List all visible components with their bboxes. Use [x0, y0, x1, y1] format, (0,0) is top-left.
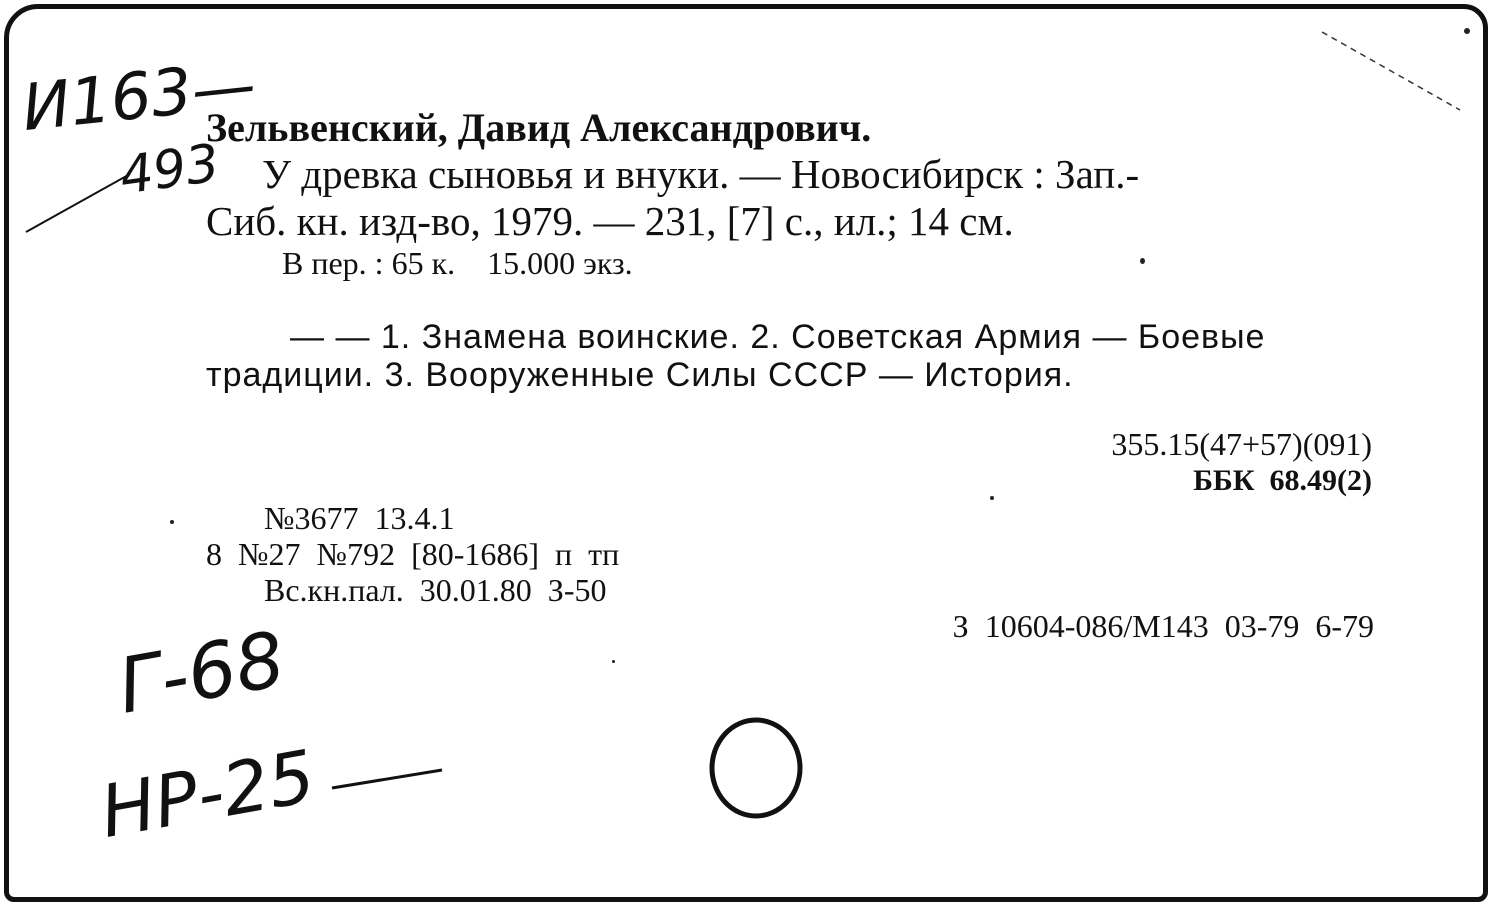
printing-line-3: Вс.кн.пал. 30.01.80 З-50	[264, 572, 607, 608]
shelf-mark-top: И163—	[18, 47, 260, 147]
bbk-index: ББК 68.49(2)	[1193, 464, 1372, 497]
underline-stroke	[330, 764, 450, 794]
publication-code: З 10604-086/М143 03-79 6-79	[952, 608, 1374, 644]
price-line: В пер. : 65 к. 15.000 экз.	[282, 245, 633, 281]
printing-line-2: 8 №27 №792 [80-1686] п тп	[206, 536, 620, 572]
printing-line-1: №3677 13.4.1	[264, 500, 455, 536]
subjects-line-1: — — 1. Знамена воинские. 2. Советская Армия — Боевые	[290, 318, 1266, 356]
handwritten-stroke	[20, 170, 140, 240]
title-line-2: Сиб. кн. изд-во, 1979. — 231, [7] с., ил.; 14 см.	[206, 198, 1014, 244]
punch-hole	[706, 714, 806, 824]
mark-g68: Г-68	[111, 614, 291, 731]
speck	[612, 660, 615, 663]
mark-np25: НР-25	[94, 733, 321, 855]
speck	[1140, 258, 1145, 264]
speck	[170, 520, 174, 524]
title-line-1: У древка сыновья и внуки. — Новосибирск : Зап.-	[262, 151, 1140, 197]
subjects-line-2: традиции. 3. Вооруженные Силы СССР — История.	[206, 356, 1074, 394]
speck	[990, 496, 994, 500]
udc-index: 355.15(47+57)(091)	[1111, 426, 1372, 462]
scratch-mark	[1320, 30, 1470, 120]
shelf-mark-bottom: 493	[116, 133, 223, 207]
author-heading: Зельвенский, Давид Александрович.	[206, 105, 872, 150]
